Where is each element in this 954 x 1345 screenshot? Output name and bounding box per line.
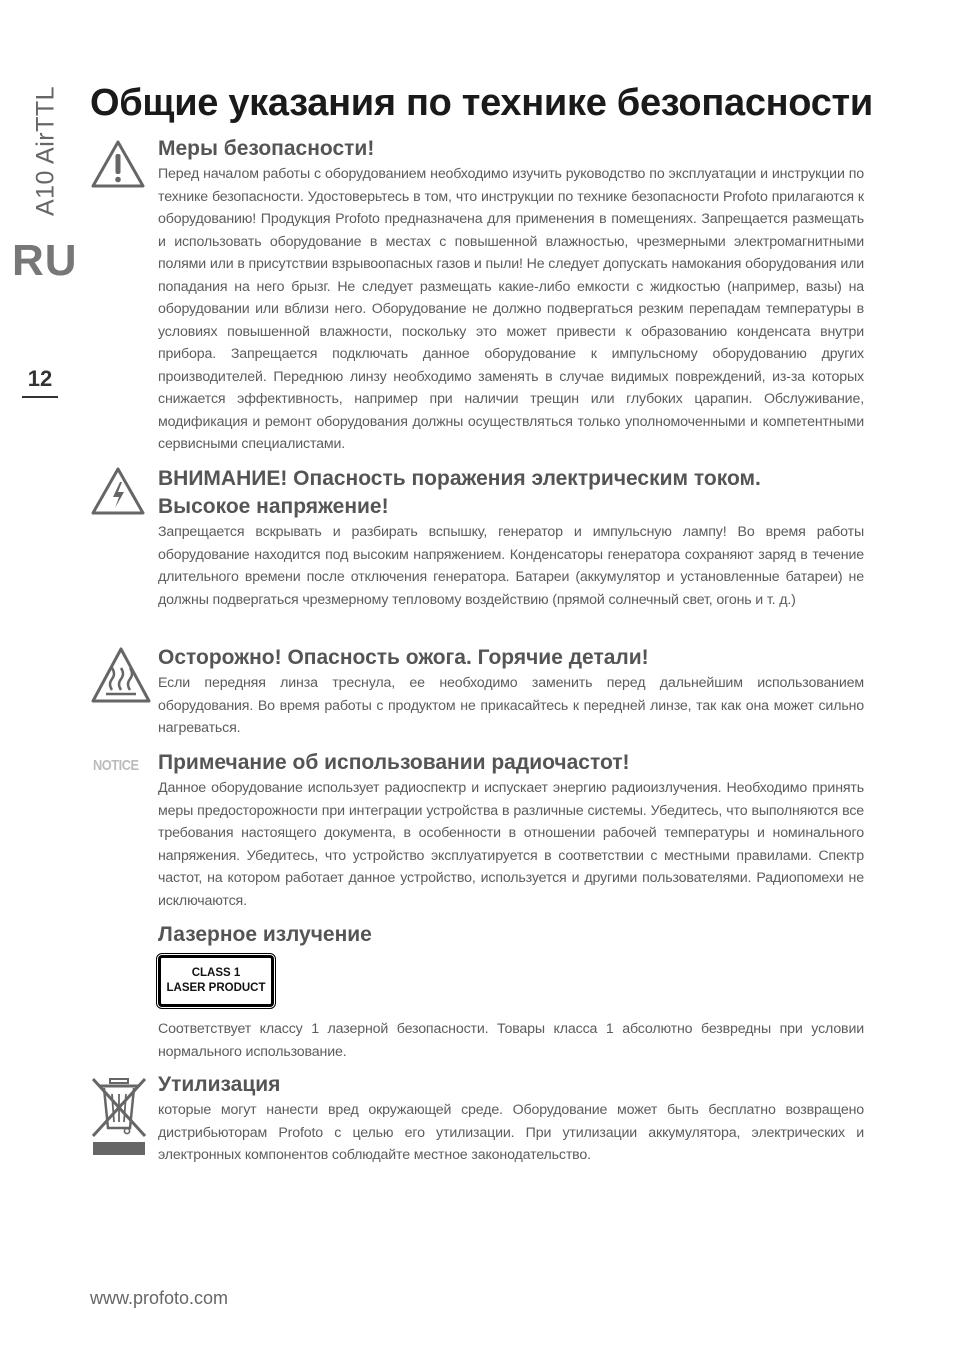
section-heading: Утилизация: [158, 1073, 281, 1096]
section-laser: [158, 921, 864, 1063]
section-heading: Меры безопасности!: [158, 137, 375, 160]
footer-url[interactable]: www.profoto.com: [90, 1288, 229, 1308]
section-body: Запрещается вскрывать и разбирать вспышку, генератор и импульсную лампу! Во время работы оборудование находится под высоким напряжением. Конденсаторы генератора сохраняют заряд в течение длительного времени после отключения генератора. Батареи (аккумулятор и установленные батареи) не должны подвергаться чрезмерному тепловому воздействию (прямой солнечный свет, огонь и т. д.): [158, 524, 864, 608]
section-body: которые могут нанести вред окружающей среде. Оборудование может быть бесплатно возвращено дистрибьюторам Profoto с целью его утилизации. При утилизации аккумулятора, электрических и электронных компонентов соблюдайте местное законодательство.: [158, 1102, 864, 1163]
warning-exclamation-icon: [90, 139, 146, 189]
laser-badge-line2: LASER PRODUCT: [166, 982, 266, 994]
section-electric: [158, 465, 864, 611]
laser-class-badge: [158, 955, 274, 1007]
weee-crossed-bin-icon: [90, 1076, 148, 1158]
section-disposal: [158, 1071, 864, 1167]
hot-surface-icon: [90, 646, 152, 704]
section-heading: Лазерное излучение: [158, 923, 372, 946]
section-body: Соответствует классу 1 лазерной безопасности. Товары класса 1 абсолютно безвредны при условии нормального использование.: [158, 1021, 864, 1060]
notice-label: NOTICE: [93, 757, 139, 774]
product-name-label: A10 AirTTL: [31, 85, 60, 217]
high-voltage-icon: [90, 466, 146, 516]
section-heading: Осторожно! Опасность ожога. Горячие детали!: [158, 646, 649, 669]
product-name-vertical: [31, 85, 61, 217]
section-body: Если передняя линза треснула, ее необходимо заменить перед дальнейшим использованием оборудования. Во время работы с продуктом не прикасайтесь к передней линзе, так как она может сильно нагреваться.: [158, 675, 864, 736]
section-heading-line1: ВНИМАНИЕ! Опасность поражения электрическим током.: [158, 467, 761, 490]
section-heading: Примечание об использовании радиочастот!: [158, 751, 630, 774]
section-burn: [158, 644, 864, 740]
page-number: 12: [22, 366, 58, 398]
laser-badge-line1: CLASS 1: [191, 967, 241, 979]
section-body: Перед началом работы с оборудованием необходимо изучить руководство по эксплуатации и инструкции по технике безопасности. Удостоверьтесь в том, что инструкции по технике безопасности Profoto прилагаются к оборудованию! Продукция Profoto предназначена для применения в помещениях. Запрещается размещать и использовать оборудование в местах с повышенной влажностью, чрезмерными электромагнитными полями или в присутствии взрывоопасных газов и пыли! Не следует допускать намокания оборудования или попадания на него брызг. Не следует размещать какие-либо емкости с жидкостью (например, вазы) на оборудовании или вблизи него. Оборудование не должно подвергаться резким перепадам температуры в условиях повышенной влажности, поскольку это может привести к образованию конденсата внутри прибора. Запрещается подключать данное оборудование к импульсному оборудованию других производителей. Переднюю линзу необходимо заменять в случае видимых повреждений, из-за которых снижается эффективность, например при наличии трещин или глубоких царапин. Обслуживание, модификация и ремонт оборудования должны осуществляться только уполномоченными и компетентными сервисными специалистами.: [158, 166, 864, 452]
section-body: Данное оборудование использует радиоспектр и испускает энергию радиоизлучения. Необходимо принять меры предосторожности при интеграции устройства в различные системы. Убедитесь, что выполняются все требования настоящего документа, в особенности в отношении рабочей температуры и номинального напряжения. Убедитесь, что устройство эксплуатируется в соответствии с местными правилами. Спектр частот, на котором работает данное устройство, используется и другими пользователями. Радиопомехи не исключаются.: [158, 780, 864, 909]
language-code: RU: [12, 236, 78, 285]
section-heading-line2: Высокое напряжение!: [158, 495, 389, 518]
section-radio: [158, 749, 864, 912]
page-title: Общие указания по технике безопасности: [90, 82, 873, 124]
section-safety: [158, 135, 864, 456]
